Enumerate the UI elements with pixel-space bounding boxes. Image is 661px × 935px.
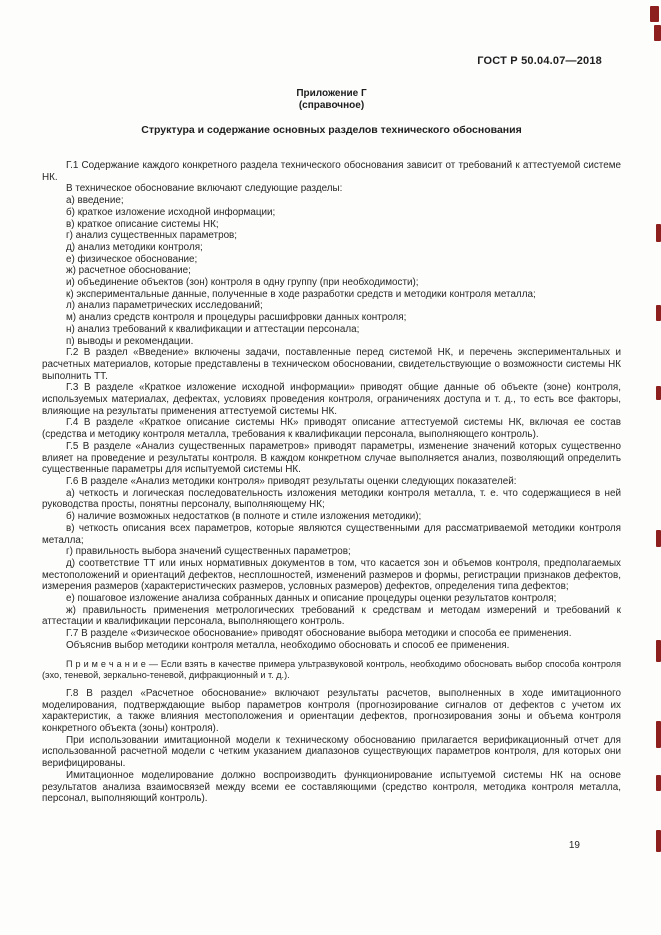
paragraph: в) четкость описания всех параметров, которые являются существенными для рассматриваемой методики контроля металла; [42, 522, 621, 546]
paragraph: г) правильность выбора значений существенных параметров; [66, 546, 351, 558]
annex-heading [42, 88, 621, 112]
paragraph: Г.6 В разделе «Анализ методики контроля» приводят результаты оценки следующих показателей: [66, 475, 517, 487]
paragraph: а) четкость и логическая последовательность изложения методики контроля металла, т. е. что содержащиеся в ней руководства просты, понятны персоналу, выполняющему НК; [42, 487, 621, 511]
scan-edge-mark [656, 305, 661, 321]
paragraph: л) анализ параметрических исследований; [66, 300, 263, 312]
paragraph: ж) расчетное обоснование; [66, 265, 191, 277]
annex-type: (справочное) [298, 100, 365, 111]
paragraph: Г.2 В раздел «Введение» включены задачи, поставленные перед системой НК, и перечень экспериментальных и расчетных материалов, которые представлены в техническом обосновании, свидетельствующие о возможности системы НК выполнить ТТ. [42, 347, 621, 382]
scan-edge-mark [656, 530, 661, 547]
page-number: 19 [568, 840, 580, 851]
paragraph: е) пошаговое изложение анализа собранных данных и описание процедуры оценки результатов контроля; [66, 593, 557, 605]
paragraph: Имитационное моделирование должно воспроизводить функционирование испытуемой системы НК на основе результатов анализа взаимосвязей между всеми ее составляющими (средство контроля, методика контроля металла, персонал, выполняющий контроль). [42, 769, 621, 805]
scan-edge-mark [654, 25, 661, 41]
scan-edge-mark [656, 830, 661, 852]
paragraph: б) наличие возможных недостатков (в полноте и стиле изложения методики); [66, 511, 422, 523]
paragraph: в) краткое описание системы НК; [66, 218, 219, 230]
paragraph: г) анализ существенных параметров; [66, 230, 238, 242]
paragraph: б) краткое изложение исходной информации; [66, 206, 276, 218]
paragraph: д) анализ методики контроля; [66, 241, 203, 253]
paragraph: В техническое обоснование включают следующие разделы: [66, 183, 343, 195]
scan-edge-mark [656, 775, 661, 791]
paragraph: д) соответствие ТТ или иных нормативных документов в том, что касается зон и объемов контроля, предполагаемых местоположений и ориентаций дефектов, несплошностей, изменений размеров и формы, регистрации признаков дефектов, измерения размеров (характеристических размеров, условных размеров) дефектов, определения типа дефектов; [42, 557, 621, 593]
paragraph: и) объединение объектов (зон) контроля в одну группу (при необходимости); [66, 277, 419, 289]
scan-edge-mark [650, 6, 659, 22]
paragraph: Г.8 В раздел «Расчетное обоснование» включают результаты расчетов, выполненных в ходе имитационного моделирования, подтверждающие выбор параметров контроля (прогнозирование сигналов от дефектов с учетом их характеристик, а также влияния местоположения и ориентации дефектов, прогнозирования зоны и объема контроля конкретного объекта (зоны) контроля). [42, 687, 621, 735]
scan-edge-mark [656, 386, 661, 400]
paragraph: н) анализ требований к квалификации и аттестации персонала; [66, 323, 360, 335]
paragraph: Г.4 В разделе «Краткое описание системы НК» приводят описание аттестуемой системы НК, включая ее состав (средства и методику контроля металла, требования к квалификации персонала, выполняющего контроль). [42, 417, 621, 441]
paragraph: Г.3 В разделе «Краткое изложение исходной информации» приводят общие данные об объекте (зоне) контроля, используемых материалах, дефектах, условиях проведения контроля, ограничениях доступа и т. д., то есть все факторы, влияющие на результаты применения аттестуемой системы НК. [42, 382, 621, 417]
note-paragraph: П р и м е ч а н и е — Если взять в качестве примера ультразвуковой контроль, необходимо обосновать выбор способа контроля (эхо, теневой, зеркально-теневой, дифракционный и т. д.). [42, 658, 621, 680]
document-body [42, 160, 621, 805]
paragraph: При использовании имитационной модели к техническому обоснованию прилагается верификационный отчет для использованной расчетной модели с четким указанием диапазонов существующих параметров контроля, для которых они верифицированы. [42, 734, 621, 770]
document-title: Структура и содержание основных разделов технического обоснования [141, 124, 522, 136]
paragraph: Объяснив выбор методики контроля металла, необходимо обосновать и способ ее применения. [66, 639, 510, 651]
paragraph: е) физическое обоснование; [66, 253, 198, 265]
paragraph: п) выводы и рекомендации. [66, 335, 194, 347]
scan-edge-mark [656, 224, 661, 242]
annex-label: Приложение Г [296, 88, 367, 99]
paragraph: к) экспериментальные данные, полученные в ходе разработки средств и методики контроля металла; [66, 288, 536, 300]
paragraph: м) анализ средств контроля и процедуры расшифровки данных контроля; [66, 312, 407, 324]
paragraph: ж) правильность применения метрологических требований к средствам и методам измерений и требований к аттестации и квалификации персонала, выполняющего контроль. [42, 604, 621, 628]
paragraph: Г.1 Содержание каждого конкретного раздела технического обоснования зависит от требований к аттестуемой системе НК. [42, 160, 621, 183]
scan-edge-mark [656, 721, 661, 748]
document-code: ГОСТ Р 50.04.07—2018 [477, 55, 602, 67]
paragraph: а) введение; [66, 195, 124, 207]
paragraph: Г.5 В разделе «Анализ существенных параметров» приводят параметры, изменение значений которых существенно влияет на проведение и результаты контроля. В каждом конкретном случае выполняется анализ, позволяющий определить существенные параметры для испытуемой системы НК. [42, 440, 621, 476]
scan-edge-mark [656, 640, 661, 662]
paragraph: Г.7 В разделе «Физическое обоснование» приводят обоснование выбора методики и способа ее применения. [66, 628, 572, 640]
